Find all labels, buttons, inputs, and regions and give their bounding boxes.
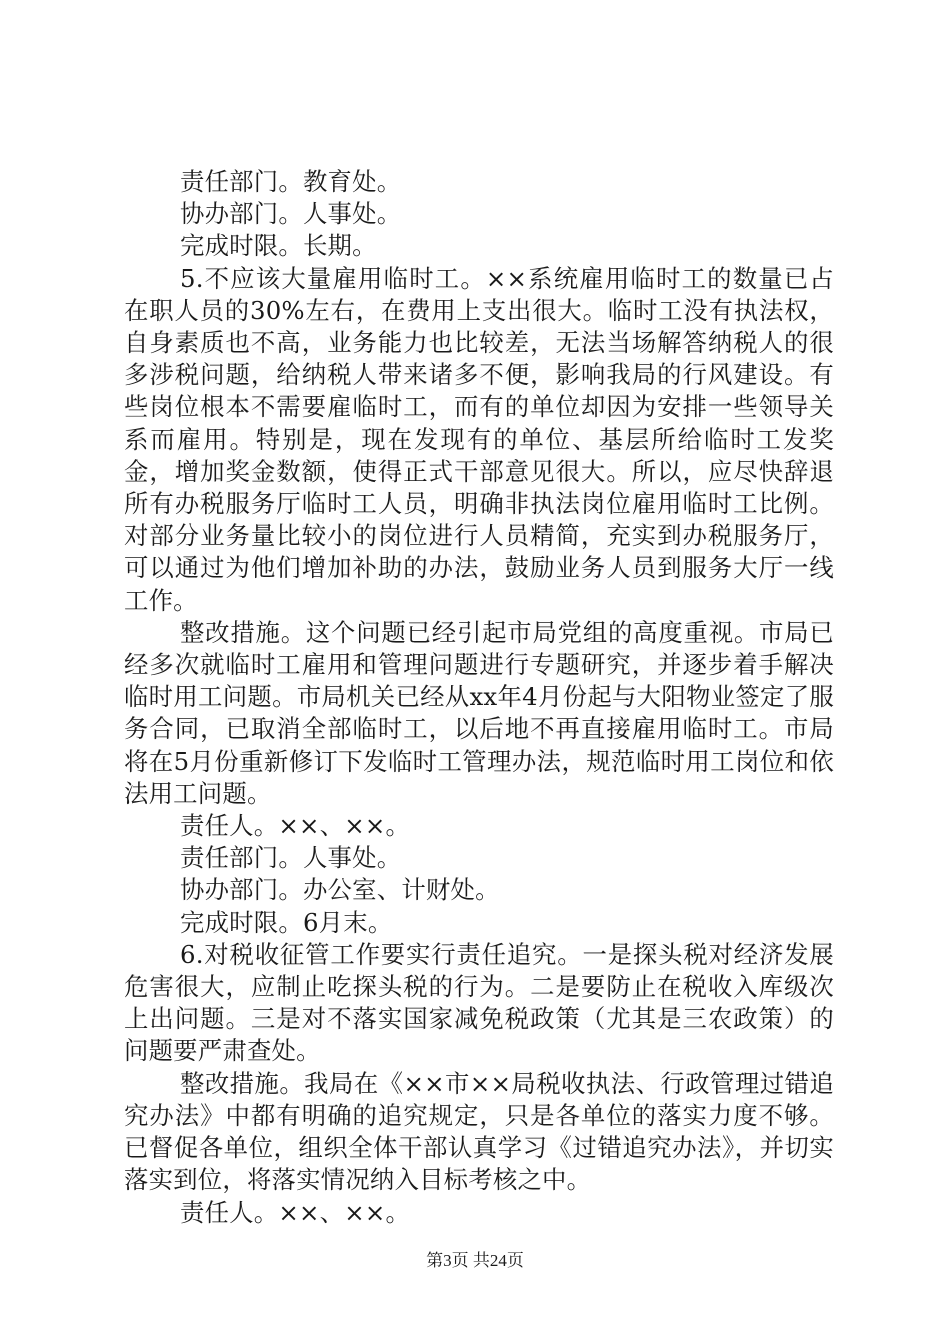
paragraph-item-6: 6.对税收征管工作要实行责任追究。一是探头税对经济发展危害很大，应制止吃探头税的行为。二是要防止在税收入库级次上出问题。三是对不落实国家减免税政策（尤其是三农政策）的问题要严肃查处。: [124, 939, 834, 1066]
paragraph-responsible-person-2: 责任人。××、××。: [180, 1197, 411, 1227]
paragraph-assisting-dept: 协办部门。人事处。: [180, 199, 402, 229]
page-footer: [0, 1250, 950, 1272]
paragraph-responsible-dept-2: 责任部门。人事处。: [180, 843, 402, 873]
paragraph-responsible-dept: 责任部门。教育处。: [180, 167, 402, 196]
paragraph-measures-5: 整改措施。这个问题已经引起市局党组的高度重视。市局已经多次就临时工雇用和管理问题进行专题研究，并逐步着手解决临时用工问题。市局机关已经从xx年4月份起与大阳物业签定了服务合同，已取消全部临时工，以后地不再直接雇用临时工。市局将在5月份重新修订下发临时工管理办法，规范临时用工岗位和依法用工问题。: [124, 617, 834, 808]
paragraph-deadline: 完成时限。长期。: [180, 231, 377, 261]
page-number: 第3页 共24页: [426, 1251, 524, 1270]
document-body: [124, 166, 834, 1229]
paragraph-measures-6: 整改措施。我局在《××市××局税收执法、行政管理过错追究办法》中都有明确的追究规定，只是各单位的落实力度不够。已督促各单位，组织全体干部认真学习《过错追究办法》，并切实落实到位，将落实情况纳入目标考核之中。: [124, 1068, 834, 1195]
paragraph-item-5: 5.不应该大量雇用临时工。××系统雇用临时工的数量已占在职人员的30%左右，在费用上支出很大。临时工没有执法权，自身素质也不高，业务能力也比较差，无法当场解答纳税人的很多涉税问题，给纳税人带来诸多不便，影响我局的行风建设。有些岗位根本不需要雇临时工，而有的单位却因为安排一些领导关系而雇用。特别是，现在发现有的单位、基层所给临时工发奖金，增加奖金数额，使得正式干部意见很大。所以，应尽快辞退所有办税服务厅临时工人员，明确非执法岗位雇用临时工比例。对部分业务量比较小的岗位进行人员精简，充实到办税服务厅，可以通过为他们增加补助的办法，鼓励业务人员到服务大厅一线工作。: [124, 263, 834, 615]
paragraph-assisting-dept-2: 协办部门。办公室、计财处。: [180, 875, 500, 905]
paragraph-responsible-person: 责任人。××、××。: [180, 811, 411, 841]
paragraph-deadline-2: 完成时限。6月末。: [180, 907, 393, 937]
